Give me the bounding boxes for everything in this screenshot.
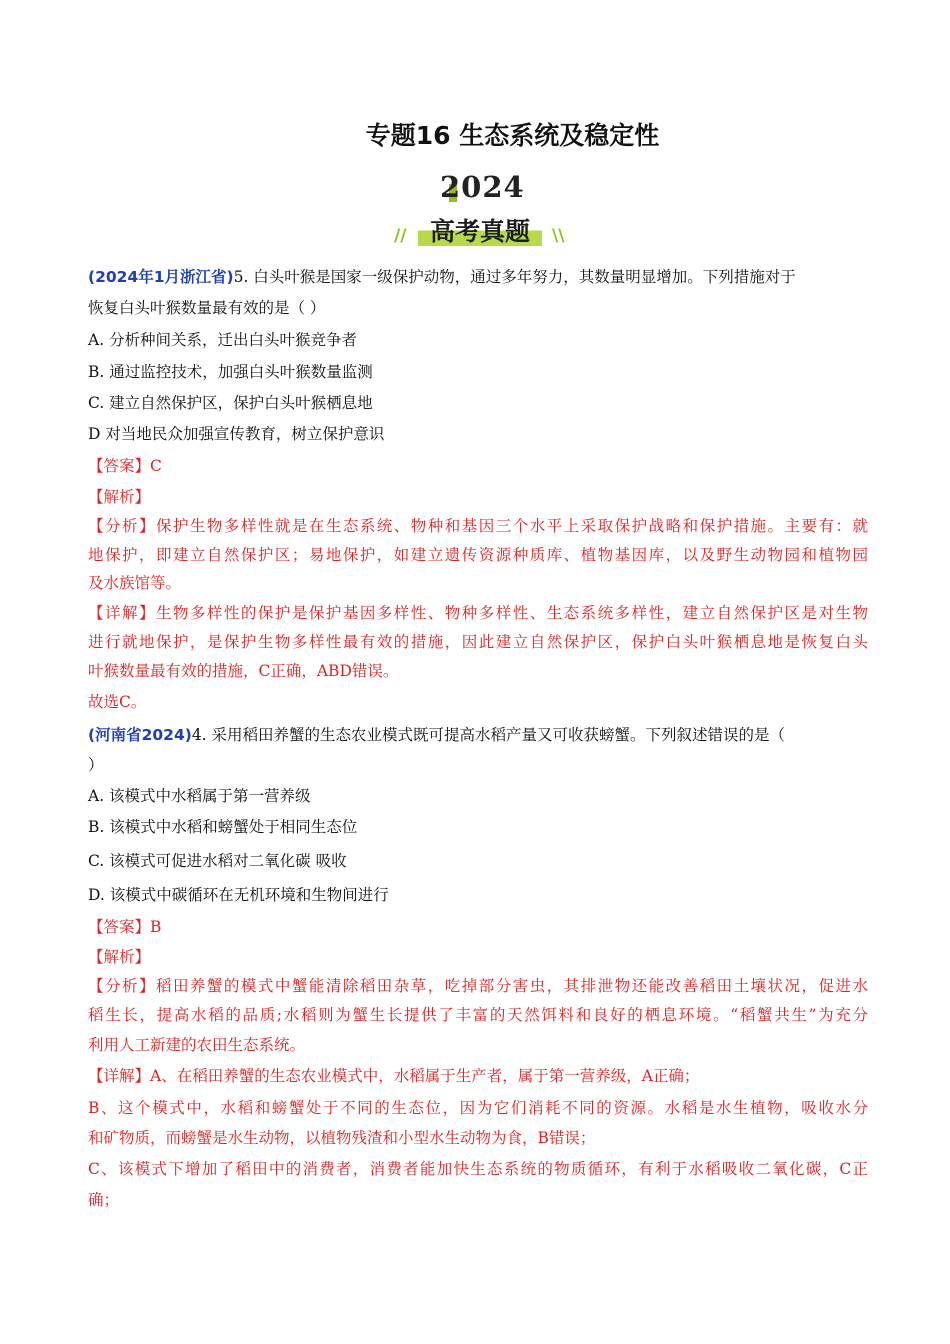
question-1-fenxi-line: 地保护，即建立自然保护区；易地保护，如建立遗传资源种质库、植物基因库，以及野生动物园和植物园 (88, 546, 868, 564)
badge-label: 高考真题 (429, 217, 530, 246)
badge-year: 2024 (440, 170, 525, 204)
question-2-detail-line: B、这个模式中，水稻和螃蟹处于不同的生态位，因为它们消耗不同的资源。水稻是水生植物，吸收水分 (88, 1099, 868, 1117)
question-1-option-b: B. 通过监控技术，加强白头叶猴数量监测 (88, 363, 373, 381)
question-2-stem-line-2: ） (88, 756, 104, 774)
question-2-detail-line: 和矿物质，而螃蟹是水生动物，以植物残渣和小型水生动物为食，B错误； (88, 1129, 596, 1147)
question-1-option-a: A. 分析种间关系，迁出白头叶猴竞争者 (88, 331, 358, 349)
question-2-source: (河南省2024) (88, 726, 192, 744)
badge-slash-right-icon: \\ (552, 226, 565, 246)
question-2-detail-line: C、该模式下增加了稻田中的消费者，消费者能加快生态系统的物质循环，有利于水稻吸收二氧化碳，C正 (88, 1160, 868, 1178)
question-1-source: (2024年1月浙江省) (88, 268, 234, 286)
page-title: 专题16 生态系统及稳定性 (365, 121, 660, 150)
question-1-option-d: D 对当地民众加强宣传教育，树立保护意识 (88, 425, 385, 443)
question-2-option-c: C. 该模式可促进水稻对二氧化碳 吸收 (88, 852, 347, 870)
question-2-option-a: A. 该模式中水稻属于第一营养级 (88, 787, 311, 805)
question-1-stem-line-2: 恢复白头叶猴数量最有效的是（ ） (88, 299, 326, 317)
question-1-detail-line: 进行就地保护，是保护生物多样性最有效的措施，因此建立自然保护区，保护白头叶猴栖息地是恢复白头 (88, 633, 868, 651)
question-2-stem (88, 724, 868, 746)
question-1-fenxi-line: 及水族馆等。 (88, 574, 182, 592)
question-1-stem-text: 5. 白头叶猴是国家一级保护动物，通过多年努力，其数量明显增加。下列措施对于 (233, 268, 796, 286)
question-1-stem (88, 266, 868, 288)
question-2-fenxi-line: 稻生长，提高水稻的品质;水稻则为蟹生长提供了丰富的天然饵料和良好的栖息环境。“稻蟹共生”为充分 (88, 1006, 868, 1024)
question-2-analysis-label: 【解析】 (88, 948, 151, 966)
question-1-analysis-label: 【解析】 (88, 488, 151, 506)
question-2-fenxi-line: 【分析】稻田养蟹的模式中蟹能清除稻田杂草，吃掉部分害虫，其排泄物还能改善稻田土壤状况，促进水 (88, 977, 868, 995)
question-1-detail-line: 叶猴数量最有效的措施，C正确，ABD错误。 (88, 662, 399, 680)
question-2-detail-line: 【详解】A、在稻田养蟹的生态农业模式中，水稻属于生产者，属于第一营养级，A正确； (88, 1067, 700, 1085)
question-2-option-b: B. 该模式中水稻和螃蟹处于相同生态位 (88, 818, 358, 836)
question-2-option-d: D. 该模式中碳循环在无机环境和生物间进行 (88, 886, 389, 904)
question-2-detail-line: 确； (88, 1191, 120, 1209)
question-2-fenxi-line: 利用人工新建的农田生态系统。 (88, 1036, 306, 1054)
question-1-detail-line: 【详解】生物多样性的保护是保护基因多样性、物种多样性、生态系统多样性，建立自然保护区是对生物 (88, 604, 868, 622)
year-badge (380, 168, 580, 250)
question-2-stem-text: 4. 采用稻田养蟹的生态农业模式既可提高水稻产量又可收获螃蟹。下列叙述错误的是（ (191, 726, 786, 744)
question-1-conclusion: 故选C。 (88, 693, 147, 711)
question-1-answer: 【答案】C (88, 457, 162, 475)
question-1-option-c: C. 建立自然保护区，保护白头叶猴栖息地 (88, 394, 373, 412)
question-2-answer: 【答案】B (88, 918, 162, 936)
question-1-fenxi-line: 【分析】保护生物多样性就是在生态系统、物种和基因三个水平上采取保护战略和保护措施。主要有：就 (88, 517, 868, 535)
badge-slash-left-icon: // (394, 226, 407, 246)
